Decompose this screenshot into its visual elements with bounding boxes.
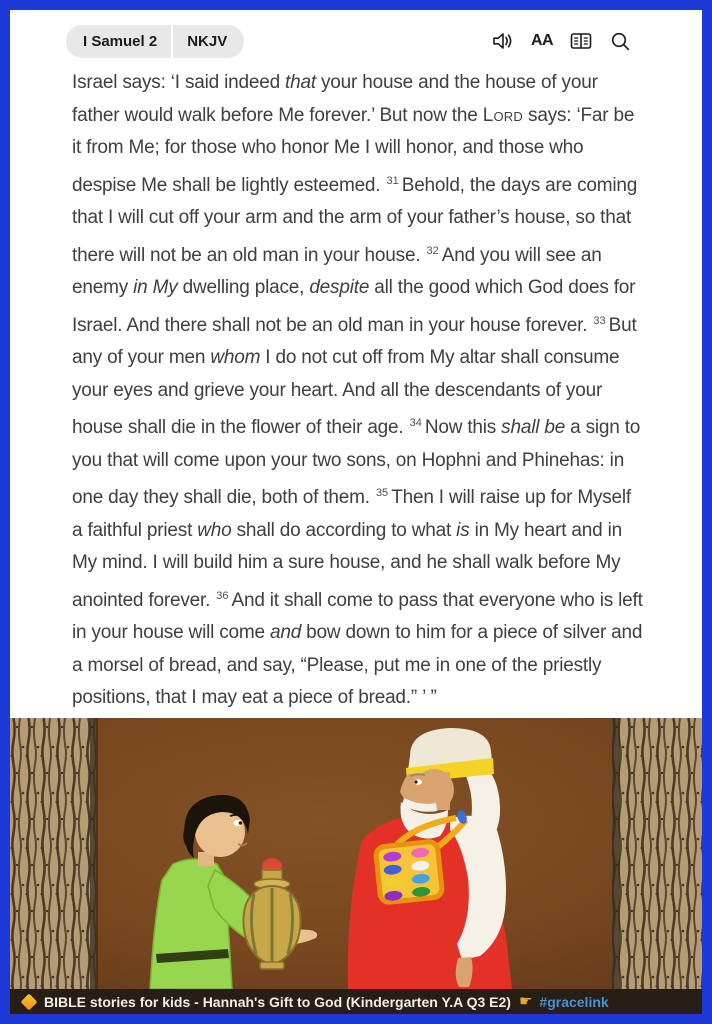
scripture-reader[interactable] [10,62,702,718]
video-caption-bar [10,989,702,1014]
pointing-hand-icon: ☛ [518,993,533,1010]
toolbar [10,10,702,62]
curtain-right [612,718,702,989]
reference-picker [66,25,244,58]
video-scene[interactable] [10,718,702,989]
version-button[interactable]: NKJV [173,25,244,58]
font-settings-icon[interactable]: AA [530,29,554,53]
bible-app-window [10,10,702,1014]
cartoon-scene-illustration [10,718,702,989]
video-thumbnail[interactable] [10,718,702,1014]
video-title: BIBLE stories for kids - Hannah's Gift to God (Kindergarten Y.A Q3 E2) [44,993,511,1010]
curtain-left [10,718,98,989]
diamond-icon [21,993,38,1010]
verse-paragraph[interactable]: Israel says: ‘I said indeed that your house and the house of your father would walk before Me forever.’ But now the Lord says: ‘Far be it from Me; for those who honor Me I will honor, and those who despise Me shall be lightly esteemed. $^{31}$ Behold, the days are coming that I will cut off your arm and the arm of your father’s house, so that there will not be an old man in your house. $^{32}$ And you will see an enemy in My dwelling place, despite all the good which God does for Israel. And there shall not be an old man in your house forever. $^{33}$ But any of your men whom I do not cut off from My altar shall consume your eyes and grieve your heart. And all the descendants of your house shall die in the flower of their age. $^{34}$ Now this shall be a sign to you that will come upon your two sons, on Hophni and Phinehas: in one day they shall die, both of them. $^{35}$ Then I will raise up for Myself a faithful priest who shall do according to what is in My heart and in My mind. I will build him a sure house, and he shall walk before My anointed forever. $^{36}$ And it shall come to pass that everyone who is left in your house will come and bow down to him for a piece of silver and a morsel of bread, and say, “Please, put me in one of the priestly positions, that I may eat a piece of bread.” ’ ” [72,72,643,708]
open-book-icon[interactable] [569,29,593,53]
hashtag-gracelink[interactable]: #gracelink [539,993,609,1010]
book-chapter-button[interactable]: I Samuel 2 [66,25,171,58]
toolbar-icons [491,29,632,53]
search-icon[interactable] [608,29,632,53]
audio-speaker-icon[interactable] [491,29,515,53]
